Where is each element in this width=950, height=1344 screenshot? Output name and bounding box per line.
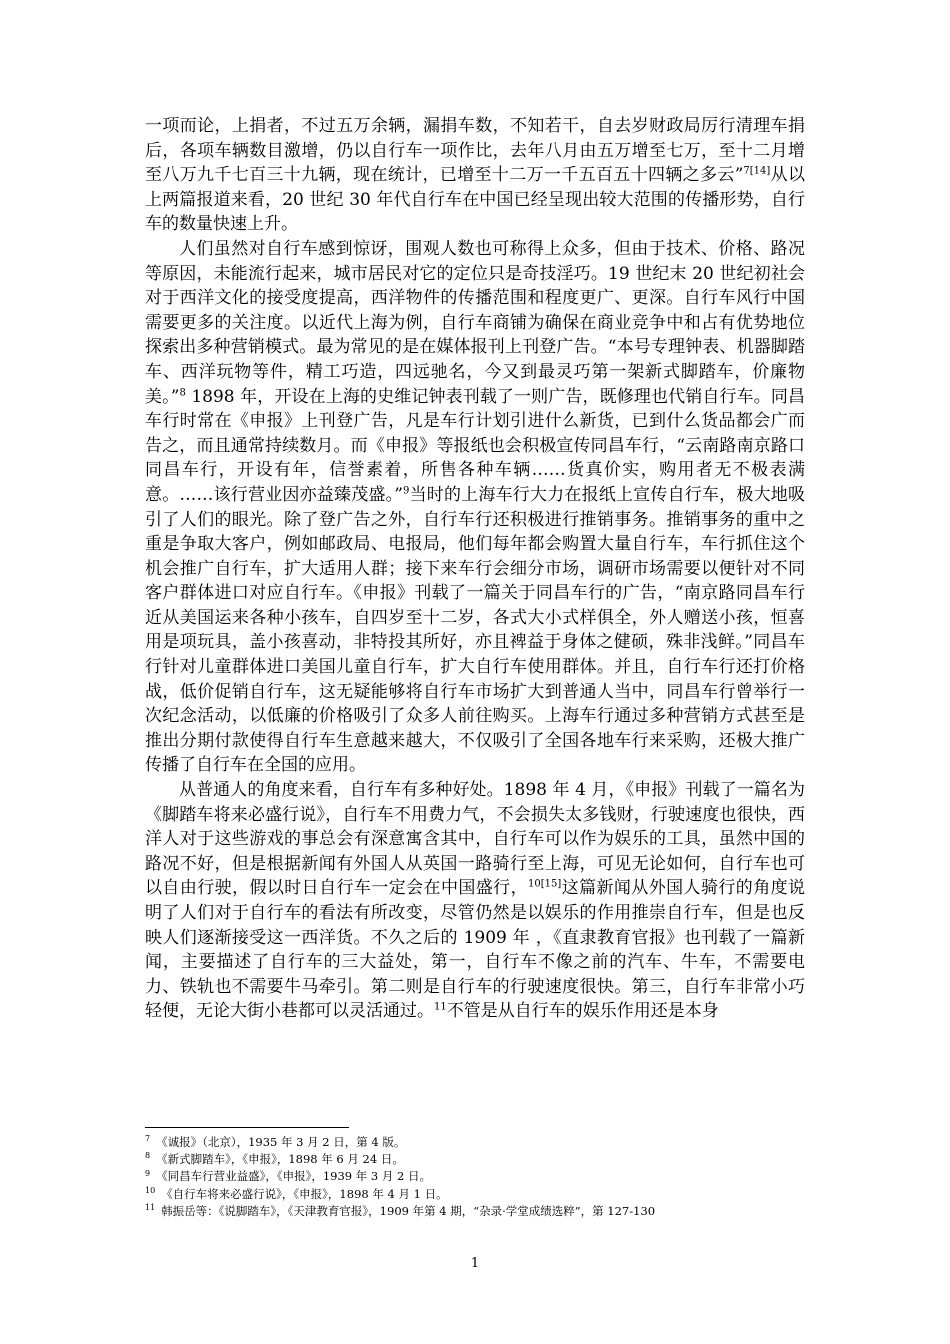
paragraph bbox=[145, 778, 805, 1024]
footnote-number: 9 bbox=[145, 1168, 151, 1178]
paragraph-text: 这篇新闻从外国人骑行的角度说明了人们对于自行车的看法有所改变，尽管仍然是以娱乐的作用推崇自行车，但是也反映人们逐渐接受这一西洋货。不久之后的 1909 年 ，《直隶教育官报》也刊载了一篇新闻，主要描述了自行车的三大益处，第一，自行车不像之前的汽车、牛车，不需要电力、铁轨也不需要牛马牵引。第二则是自行车的行驶速度很快。第三，自行车非常小巧轻便，无论大街小巷都可以灵活通过。 bbox=[145, 878, 806, 1022]
paragraph-text: 一项而论，上捐者，不过五万余辆，漏捐车数，不知若干，自去岁财政局厉行清理车捐后，各项车辆数目激增，仍以自行车一项作比，去年八月由五万增至七万，至十二月增至八万九千七百三十九辆，现在统计，已增至十二万一千五百五十四辆之多云” bbox=[145, 116, 805, 186]
footnote-ref: 9 bbox=[403, 485, 410, 497]
paragraph bbox=[145, 237, 805, 778]
footnote-number: 10 bbox=[145, 1185, 156, 1195]
paragraph-text: 1898 年，开设在上海的史维记钟表刊载了一则广告，既修理也代销自行车。同昌车行时常在《申报》上刊登广告，凡是车行计划引进什么新货，已到什么货品都会广而告之，而且通常持续数月。而《申报》等报纸也会积极宣传同昌车行，“云南路南京路口同昌车行，开设有年，信誉素着，所售各种车辆……货真价实，购用者无不极表满意。……该行营业因亦益臻茂盛。” bbox=[145, 386, 805, 505]
footnote-text: 《诚报》（北京），1935 年 3 月 2 日，第 4 版。 bbox=[156, 1135, 406, 1149]
paragraph-text: 人们虽然对自行车感到惊讶，围观人数也可称得上众多，但由于技术、价格、路况等原因，未能流行起来，城市居民对它的定位只是奇技淫巧。19 世纪末 20 世纪初社会对于西洋文化的接受度提高，西洋物件的传播范围和程度更广、更深。自行车风行中国需要更多的关注度。以近代上海为例，自行车商铺为确保在商业竞争中和占有优势地位探索出多种营销模式。最为常见的是在媒体报刊上刊登广告。“本号专理钟表、机器脚踏车、西洋玩物等件，精工巧造，四远驰名，今又到最灵巧第一架新式脚踏车，价廉物美。” bbox=[145, 238, 805, 407]
footnote-number: 8 bbox=[145, 1151, 151, 1161]
page-number: 1 bbox=[470, 1256, 480, 1271]
footnote bbox=[145, 1186, 825, 1203]
footnote-ref: 7[14] bbox=[743, 165, 771, 177]
footnote-ref: 8 bbox=[179, 386, 186, 398]
footnote-text: 《自行车将来必盛行说》，《申报》，1898 年 4 月 1 日。 bbox=[161, 1186, 448, 1201]
footnote bbox=[145, 1134, 825, 1151]
footnote bbox=[145, 1168, 825, 1185]
footnote bbox=[145, 1151, 825, 1168]
paragraph-text: 当时的上海车行大力在报纸上宣传自行车，极大地吸引了人们的眼光。除了登广告之外，自行车行还积极进行推销事务。推销事务的重中之重是争取大客户，例如邮政局、电报局，他们每年都会购置大量自行车，车行抓住这个机会推广自行车，扩大适用人群；接下来车行会细分市场，调研市场需要以便针对不同客户群体进口对应自行车。《申报》刊载了一篇关于同昌车行的广告，“南京路同昌车行近从美国运来各种小孩车，自四岁至十二岁，各式大小式样俱全，外人赠送小孩，恒喜用是项玩具，盖小孩喜动，非特投其所好，亦且裨益于身体之健硕，殊非浅鲜。”同昌车行针对儿童群体进口美国儿童自行车，扩大自行车使用群体。并且，自行车行还打价格战，低价促销自行车，这无疑能够将自行车市场扩大到普通人当中，同昌车行曾举行一次纪念活动，以低廉的价格吸引了众多人前往购买。上海车行通过多种营销方式甚至是推出分期付款使得自行车生意越来越大，不仅吸引了全国各地车行来采购，还极大推广传播了自行车在全国的应用。 bbox=[145, 484, 805, 776]
footnote-number: 11 bbox=[145, 1202, 156, 1212]
body-text bbox=[145, 114, 805, 1024]
footnote-text: 《新式脚踏车》，《申报》，1898 年 6 月 24 日。 bbox=[156, 1152, 404, 1167]
footnote-ref: 11 bbox=[434, 1001, 447, 1013]
footnote-separator bbox=[145, 1127, 349, 1128]
footnotes bbox=[145, 1134, 825, 1220]
paragraph-text: 从普通人的角度来看，自行车有多种好处。1898 年 4 月，《申报》刊载了一篇名为《脚踏车将来必盛行说》，自行车不用费力气，不会损失太多钱财，行驶速度也很快，西洋人对于这些游戏的事总会有深意寓含其中，自行车可以作为娱乐的工具，虽然中国的路况不好，但是根据新闻有外国人从英国一路骑行至上海，可见无论如何，自行车也可以自由行驶，假以时日自行车一定会在中国盛行， bbox=[145, 780, 805, 899]
footnote-text: 韩振岳等：《说脚踏车》，《天津教育官报》，1909 年第 4 期，“杂录·学堂成绩选粹”，第 127-130 bbox=[161, 1203, 656, 1218]
paragraph bbox=[145, 114, 805, 237]
footnote bbox=[145, 1203, 825, 1220]
footnote-number: 7 bbox=[145, 1134, 151, 1144]
paragraph-text: 不管是从自行车的娱乐作用还是本身 bbox=[446, 1001, 719, 1022]
paragraph-text: 从以上两篇报道来看，20 世纪 30 年代自行车在中国已经呈现出较大范围的传播形势，自行车的数量快速上升。 bbox=[145, 165, 805, 235]
footnote-text: 《同昌车行营业益盛》，《申报》，1939 年 3 月 2 日。 bbox=[156, 1169, 432, 1184]
footnote-ref: 10[15] bbox=[528, 878, 562, 890]
